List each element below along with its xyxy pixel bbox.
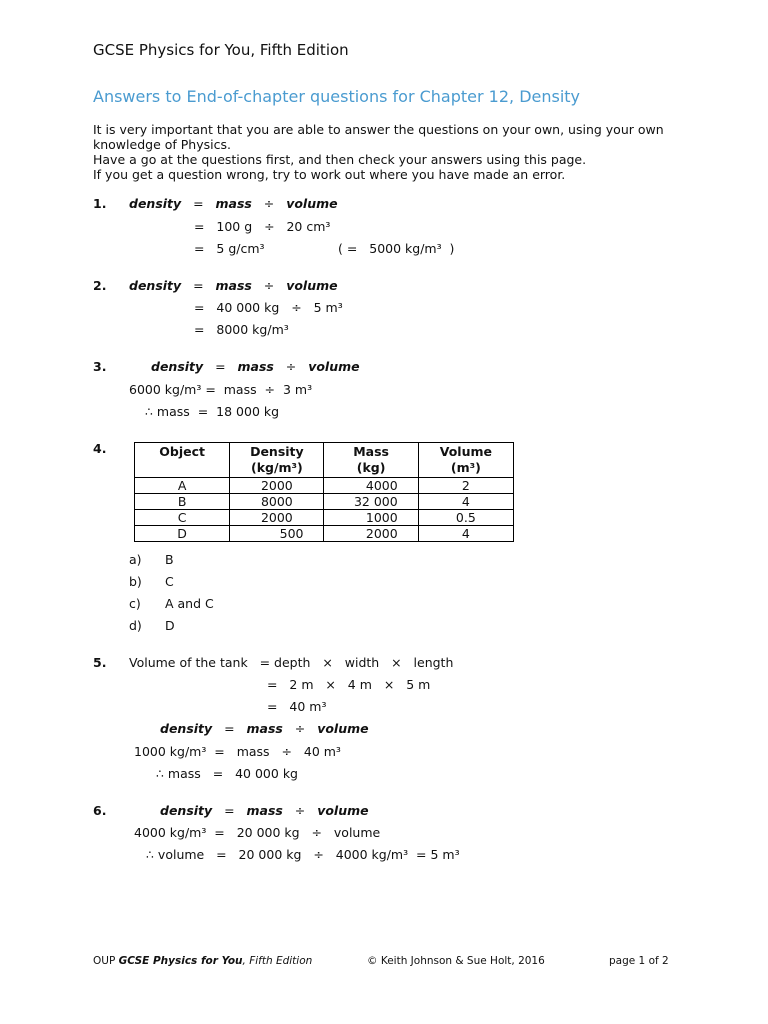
cell-object: D <box>135 526 230 542</box>
q5-line-1: Volume of the tank = depth × width × length <box>129 655 454 670</box>
q2-density: density <box>129 278 182 293</box>
cell-mass: 4000 <box>324 478 418 494</box>
q5-eq: = <box>224 721 235 736</box>
q6-formula <box>160 803 369 818</box>
q2-volume: volume <box>286 278 338 293</box>
footer-page-number: page 1 of 2 <box>609 955 669 967</box>
footer-copyright: © Keith Johnson & Sue Holt, 2016 <box>367 955 545 967</box>
q3-line-3: ∴ mass = 18 000 kg <box>145 404 280 419</box>
question-number-4: 4. <box>93 441 107 456</box>
q3-eq: = <box>215 359 226 374</box>
question-number-2: 2. <box>93 278 107 293</box>
cell-density: 500 <box>230 526 324 542</box>
question-number-1: 1. <box>93 196 107 211</box>
q1-formula <box>129 196 338 211</box>
q5-line-6: ∴ mass = 40 000 kg <box>156 766 298 781</box>
footer-oup: OUP <box>93 955 119 967</box>
cell-volume: 2 <box>418 478 513 494</box>
q5-mass: mass <box>246 721 283 736</box>
book-title: GCSE Physics for You, Fifth Edition <box>93 41 349 59</box>
q1-density: density <box>129 196 182 211</box>
q2-formula <box>129 278 338 293</box>
table-header-row <box>135 443 514 478</box>
page-subtitle: Answers to End-of-chapter questions for Chapter 12, Density <box>93 87 581 106</box>
intro-line-3: If you get a question wrong, try to work out where you have made an error. <box>93 167 566 182</box>
q2-div: ÷ <box>263 278 275 293</box>
q1-line-3: = 5 g/cm³ <box>194 241 265 256</box>
intro-line-2: Have a go at the questions first, and then check your answers using this page. <box>93 152 587 167</box>
cell-volume: 4 <box>418 526 513 542</box>
q2-line-3: = 8000 kg/m³ <box>194 322 289 337</box>
question-number-3: 3. <box>93 359 107 374</box>
q5-line-3: = 40 m³ <box>267 699 327 714</box>
q5-div: ÷ <box>294 721 306 736</box>
q1-line-2: = 100 g ÷ 20 cm³ <box>194 219 331 234</box>
q6-volume: volume <box>317 803 369 818</box>
q4-answer-c-label: c) <box>129 596 141 611</box>
table-row <box>135 526 514 542</box>
q6-mass: mass <box>246 803 283 818</box>
header-mass: Mass (kg) <box>324 443 418 478</box>
cell-density: 2000 <box>230 478 324 494</box>
question-number-5: 5. <box>93 655 107 670</box>
q5-line-2: = 2 m × 4 m × 5 m <box>267 677 431 692</box>
intro-text <box>93 122 713 182</box>
q5-line-5: 1000 kg/m³ = mass ÷ 40 m³ <box>134 744 341 759</box>
cell-mass: 32 000 <box>324 494 418 510</box>
cell-object: C <box>135 510 230 526</box>
q3-density: density <box>151 359 204 374</box>
intro-line-1: It is very important that you are able to answer the questions on your own, using your own knowledge of Physics. <box>93 122 664 152</box>
cell-object: A <box>135 478 230 494</box>
cell-mass: 1000 <box>324 510 418 526</box>
table-row <box>135 494 514 510</box>
q6-line-2: 4000 kg/m³ = 20 000 kg ÷ volume <box>134 825 381 840</box>
table-row <box>135 478 514 494</box>
q2-mass: mass <box>215 278 252 293</box>
q4-answer-c: A and C <box>165 596 214 611</box>
cell-density: 2000 <box>230 510 324 526</box>
header-volume: Volume (m³) <box>418 443 513 478</box>
cell-volume: 0.5 <box>418 510 513 526</box>
q3-mass: mass <box>237 359 274 374</box>
q4-answer-d-label: d) <box>129 618 142 633</box>
table-row <box>135 510 514 526</box>
cell-density: 8000 <box>230 494 324 510</box>
q1-alt-units: ( = 5000 kg/m³ ) <box>338 241 455 256</box>
cell-volume: 4 <box>418 494 513 510</box>
cell-object: B <box>135 494 230 510</box>
q2-eq: = <box>193 278 204 293</box>
q6-eq: = <box>224 803 235 818</box>
q5-formula <box>160 721 369 736</box>
header-object: Object <box>135 443 230 478</box>
q3-div: ÷ <box>285 359 297 374</box>
q3-line-2: 6000 kg/m³ = mass ÷ 3 m³ <box>129 382 313 397</box>
footer-title: GCSE Physics for You <box>118 955 243 967</box>
q1-mass: mass <box>215 196 252 211</box>
q3-formula <box>151 359 360 374</box>
footer-edition: , Fifth Edition <box>242 955 313 967</box>
q4-answer-b-label: b) <box>129 574 142 589</box>
density-table <box>134 442 514 542</box>
q4-answer-d: D <box>165 618 175 633</box>
q5-volume: volume <box>317 721 369 736</box>
question-number-6: 6. <box>93 803 107 818</box>
footer-publication <box>93 955 312 967</box>
q4-answer-b: C <box>165 574 174 589</box>
q6-line-3: ∴ volume = 20 000 kg ÷ 4000 kg/m³ = 5 m³ <box>146 847 460 862</box>
q1-volume: volume <box>286 196 338 211</box>
q4-answer-a: B <box>165 552 174 567</box>
q5-density: density <box>160 721 213 736</box>
header-density: Density (kg/m³) <box>230 443 324 478</box>
q6-density: density <box>160 803 213 818</box>
q4-answer-a-label: a) <box>129 552 142 567</box>
q2-line-2: = 40 000 kg ÷ 5 m³ <box>194 300 343 315</box>
q6-div: ÷ <box>294 803 306 818</box>
q1-div: ÷ <box>263 196 275 211</box>
q1-eq: = <box>193 196 204 211</box>
cell-mass: 2000 <box>324 526 418 542</box>
q3-volume: volume <box>308 359 360 374</box>
